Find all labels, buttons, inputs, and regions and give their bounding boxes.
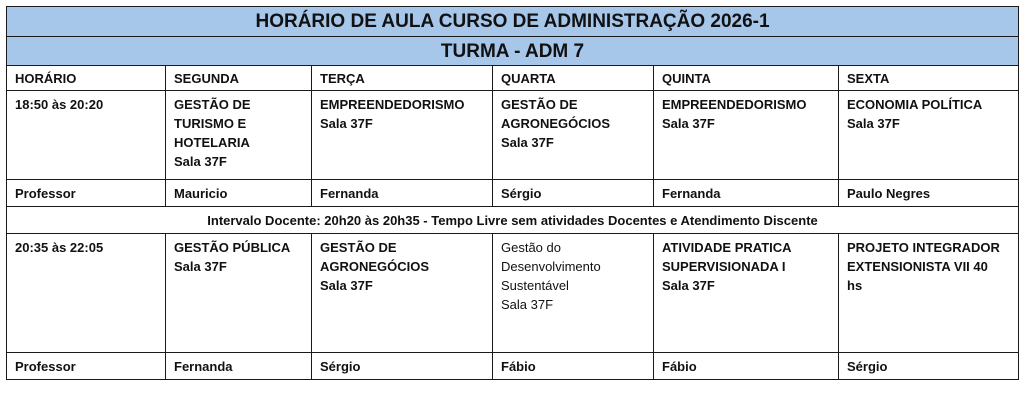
class-room: Sala 37F xyxy=(662,116,715,131)
class-room: Sala 37F xyxy=(501,297,554,312)
class-cell xyxy=(166,234,312,353)
class-cell xyxy=(654,234,839,353)
class-room: Sala 37F xyxy=(501,135,554,150)
class-cell xyxy=(166,91,312,180)
class-name-line: PROJETO INTEGRADOR xyxy=(847,240,1000,255)
class-name-line: TURISMO E xyxy=(174,116,247,131)
class-name-line: hs xyxy=(847,278,863,293)
class-room: Sala 37F xyxy=(662,278,715,293)
class-name-line: EMPREENDEDORISMO xyxy=(320,97,465,112)
interval-row xyxy=(7,207,1019,234)
second-period-time: 20:35 às 22:05 xyxy=(7,234,166,353)
class-name-line: SUPERVISIONADA I xyxy=(662,259,786,274)
professor-name: Fernanda xyxy=(312,180,493,207)
class-name-line: GESTÃO PÚBLICA xyxy=(174,240,291,255)
second-period-row xyxy=(7,234,1019,353)
professor-name: Fábio xyxy=(493,353,654,380)
header-quarta: QUARTA xyxy=(493,66,654,91)
header-row xyxy=(7,66,1019,91)
class-cell xyxy=(839,91,1019,180)
professor-name: Fernanda xyxy=(166,353,312,380)
first-period-row xyxy=(7,91,1019,180)
class-cell xyxy=(839,234,1019,353)
class-cell xyxy=(493,91,654,180)
professor-name: Sérgio xyxy=(839,353,1019,380)
class-name-line: Desenvolvimento xyxy=(501,259,601,274)
class-name-line: ECONOMIA POLÍTICA xyxy=(847,97,983,112)
professor-name: Paulo Negres xyxy=(839,180,1019,207)
professor-name: Fernanda xyxy=(654,180,839,207)
class-name-line: EXTENSIONISTA VII 40 xyxy=(847,259,988,274)
class-name-line: Gestão do xyxy=(501,240,561,255)
schedule-table xyxy=(6,6,1019,380)
header-sexta: SEXTA xyxy=(839,66,1019,91)
first-period-time: 18:50 às 20:20 xyxy=(7,91,166,180)
first-period-professor-row xyxy=(7,180,1019,207)
header-quinta: QUINTA xyxy=(654,66,839,91)
schedule-document xyxy=(6,6,1019,380)
class-name-line: Sustentável xyxy=(501,278,569,293)
class-room: Sala 37F xyxy=(174,259,227,274)
schedule-title: HORÁRIO DE AULA CURSO DE ADMINISTRAÇÃO 2026-1 xyxy=(7,7,1019,37)
class-cell xyxy=(493,234,654,353)
header-horario: HORÁRIO xyxy=(7,66,166,91)
interval-note: Intervalo Docente: 20h20 às 20h35 - Tempo Livre sem atividades Docentes e Atendimento Discente xyxy=(7,207,1019,234)
class-room: Sala 37F xyxy=(174,154,227,169)
second-period-professor-row xyxy=(7,353,1019,380)
class-name-line: EMPREENDEDORISMO xyxy=(662,97,807,112)
professor-name: Fábio xyxy=(654,353,839,380)
class-name-line: AGRONEGÓCIOS xyxy=(320,259,430,274)
professor-name: Sérgio xyxy=(493,180,654,207)
class-room: Sala 37F xyxy=(320,116,373,131)
class-group-title: TURMA - ADM 7 xyxy=(7,37,1019,66)
class-cell xyxy=(312,91,493,180)
class-name-line: GESTÃO DE xyxy=(174,97,251,112)
class-room: Sala 37F xyxy=(847,116,900,131)
professor-label: Professor xyxy=(7,353,166,380)
class-name-line: GESTÃO DE xyxy=(501,97,578,112)
professor-label: Professor xyxy=(7,180,166,207)
class-name-line: AGRONEGÓCIOS xyxy=(501,116,611,131)
class-name-line: HOTELARIA xyxy=(174,135,250,150)
class-name-line: GESTÃO DE xyxy=(320,240,397,255)
class-room: Sala 37F xyxy=(320,278,373,293)
header-segunda: SEGUNDA xyxy=(166,66,312,91)
class-name-line: ATIVIDADE PRATICA xyxy=(662,240,792,255)
class-cell xyxy=(312,234,493,353)
professor-name: Sérgio xyxy=(312,353,493,380)
class-cell xyxy=(654,91,839,180)
header-terca: TERÇA xyxy=(312,66,493,91)
professor-name: Mauricio xyxy=(166,180,312,207)
